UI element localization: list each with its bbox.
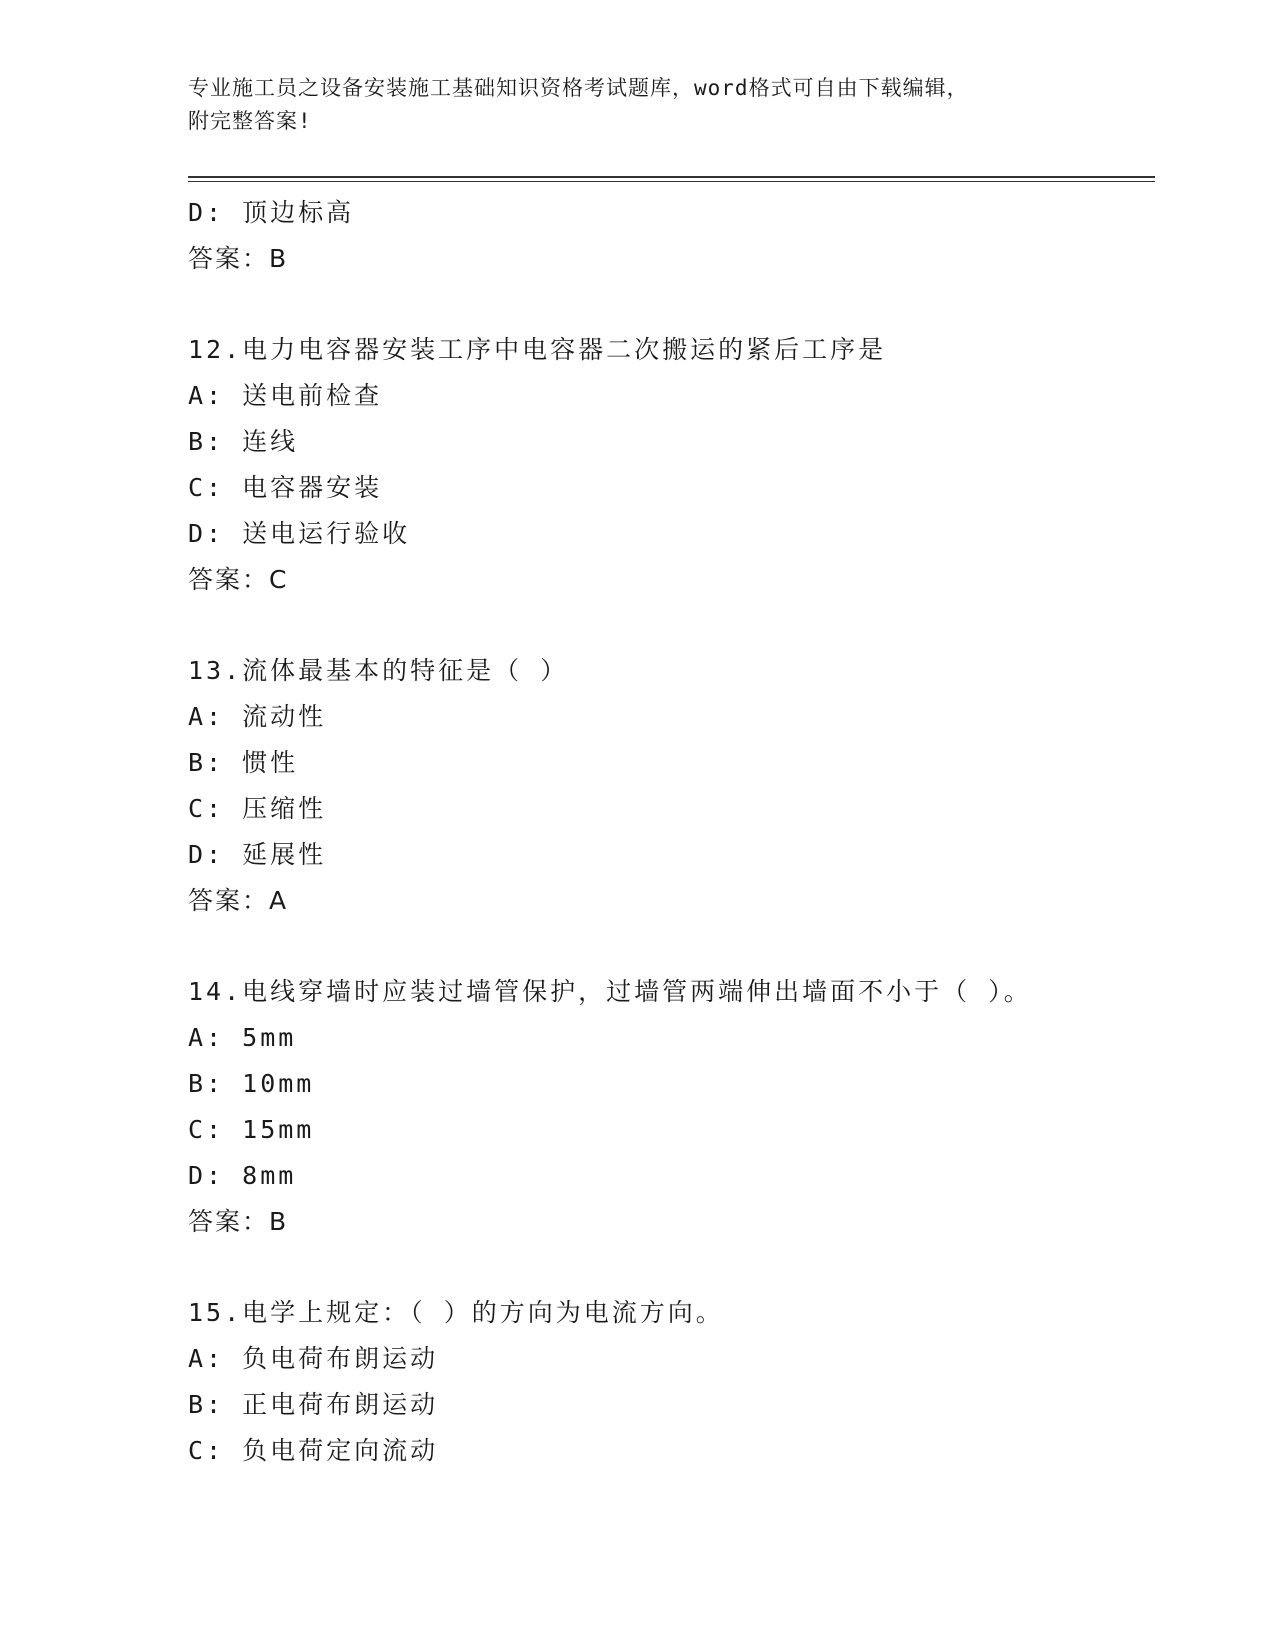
option-d: D: 8mm <box>188 1161 297 1190</box>
answer: 答案：C <box>188 565 289 594</box>
header-line-1: 专业施工员之设备安装施工基础知识资格考试题库，word格式可自由下载编辑， <box>188 76 969 100</box>
option-a: A: 流动性 <box>188 702 327 731</box>
prev-answer: 答案：B <box>188 244 289 273</box>
question-stem: 12.电力电容器安装工序中电容器二次搬运的紧后工序是 <box>188 335 887 364</box>
question-15 <box>188 1290 1148 1474</box>
option-b: B: 10mm <box>188 1069 315 1098</box>
option-c: C: 负电荷定向流动 <box>188 1436 439 1465</box>
answer: 答案：A <box>188 886 289 915</box>
question-list <box>188 190 1148 1474</box>
question-13 <box>188 648 1148 924</box>
option-b: B: 正电荷布朗运动 <box>188 1390 439 1419</box>
option-d: D: 延展性 <box>188 840 327 869</box>
option-d: D: 送电运行验收 <box>188 519 411 548</box>
option-a: A: 5mm <box>188 1023 297 1052</box>
option-c: C: 压缩性 <box>188 794 327 823</box>
question-stem: 15.电学上规定：（ ）的方向为电流方向。 <box>188 1298 724 1327</box>
question-12 <box>188 327 1148 603</box>
option-a: A: 送电前检查 <box>188 381 383 410</box>
document-header <box>188 72 1088 138</box>
question-stem: 14.电线穿墙时应装过墙管保护，过墙管两端伸出墙面不小于（ ）。 <box>188 977 1032 1006</box>
option-a: A: 负电荷布朗运动 <box>188 1344 439 1373</box>
question-stem: 13.流体最基本的特征是（ ） <box>188 656 569 685</box>
option-b: B: 连线 <box>188 427 299 456</box>
header-divider-thin <box>188 181 1155 182</box>
option-b: B: 惯性 <box>188 748 299 777</box>
answer: 答案：B <box>188 1207 289 1236</box>
prev-option-d: D: 顶边标高 <box>188 198 355 227</box>
header-divider-thick <box>188 176 1155 178</box>
header-line-2: 附完整答案! <box>188 109 312 133</box>
option-c: C: 电容器安装 <box>188 473 383 502</box>
question-14 <box>188 969 1148 1245</box>
option-c: C: 15mm <box>188 1115 315 1144</box>
